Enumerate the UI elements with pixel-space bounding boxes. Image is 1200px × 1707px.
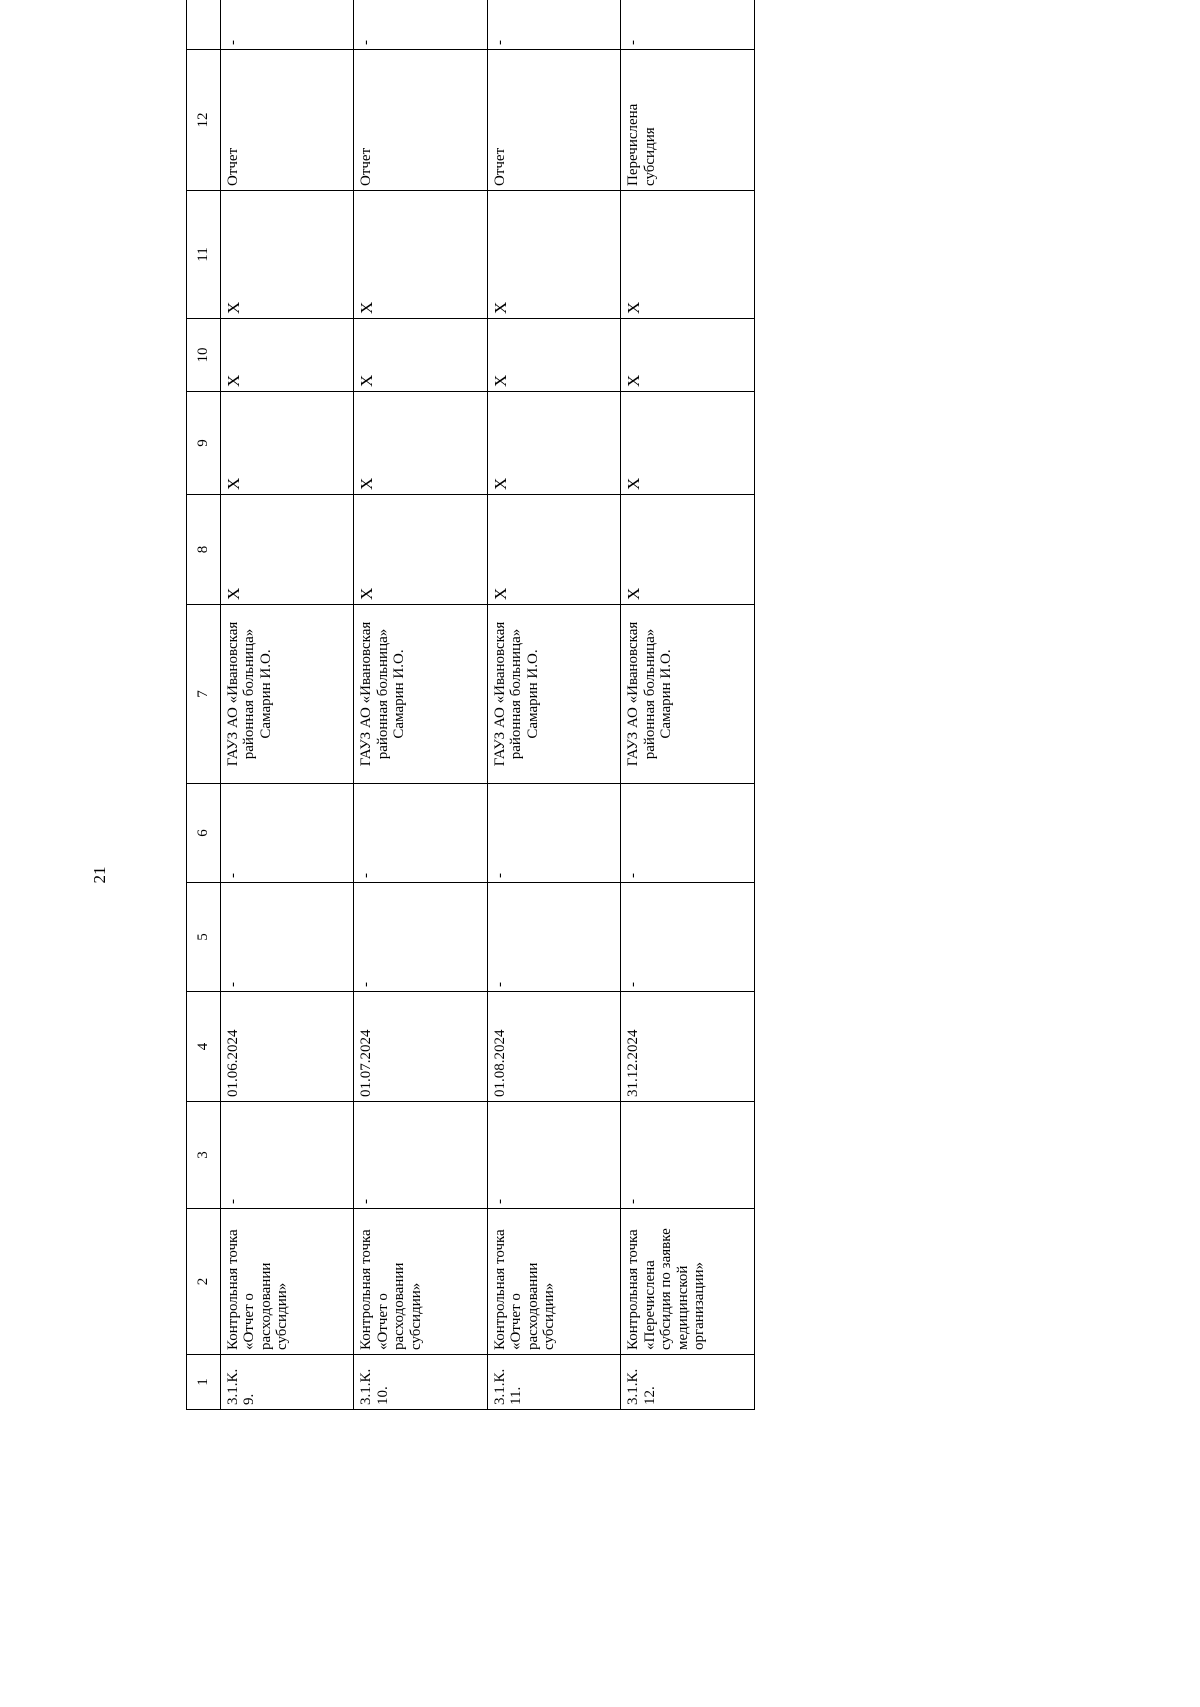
responsible-cell: ГАУЗ АО «Ивановская районная больница» Самарин И.О. <box>621 605 755 784</box>
cell-col13: - <box>487 0 621 50</box>
cell-col9: X <box>621 392 755 495</box>
cell-col9: X <box>354 392 488 495</box>
column-header: 6 <box>187 784 221 883</box>
control-points-table <box>186 0 755 1410</box>
cell-col5: - <box>220 883 354 992</box>
date-cell: 01.06.2024 <box>220 992 354 1102</box>
table-row <box>354 0 488 1410</box>
result-cell: Отчет <box>220 50 354 191</box>
column-header: 8 <box>187 495 221 605</box>
row-number: 3.1.К. 12. <box>621 1355 755 1410</box>
responsible-cell: ГАУЗ АО «Ивановская районная больница» Самарин И.О. <box>354 605 488 784</box>
cell-col13: - <box>621 0 755 50</box>
date-cell: 01.08.2024 <box>487 992 621 1102</box>
responsible-cell: ГАУЗ АО «Ивановская районная больница» Самарин И.О. <box>487 605 621 784</box>
cell-col6: - <box>621 784 755 883</box>
date-cell: 01.07.2024 <box>354 992 488 1102</box>
column-header: 12 <box>187 50 221 191</box>
cell-col8: X <box>621 495 755 605</box>
cell-col11: X <box>621 191 755 319</box>
cell-col8: X <box>354 495 488 605</box>
column-header: 9 <box>187 392 221 495</box>
column-header <box>187 0 221 50</box>
row-number: 3.1.К. 11. <box>487 1355 621 1410</box>
row-number: 3.1.К. 9. <box>220 1355 354 1410</box>
table-row <box>487 0 621 1410</box>
cell-col5: - <box>621 883 755 992</box>
cell-col9: X <box>220 392 354 495</box>
cell-col3: - <box>487 1102 621 1209</box>
column-header: 7 <box>187 605 221 784</box>
cell-col5: - <box>354 883 488 992</box>
cell-col11: X <box>220 191 354 319</box>
cell-col8: X <box>220 495 354 605</box>
control-point-name: Контрольная точка «Отчет о расходовании субсидии» <box>354 1209 488 1355</box>
column-header: 11 <box>187 191 221 319</box>
cell-col11: X <box>487 191 621 319</box>
result-cell: Отчет <box>354 50 488 191</box>
cell-col11: X <box>354 191 488 319</box>
column-header: 4 <box>187 992 221 1102</box>
cell-col5: - <box>487 883 621 992</box>
column-number-row <box>187 0 221 1410</box>
page-number: 21 <box>90 866 109 884</box>
cell-col8: X <box>487 495 621 605</box>
cell-col6: - <box>487 784 621 883</box>
table-row <box>621 0 755 1410</box>
column-header: 3 <box>187 1102 221 1209</box>
cell-col13: - <box>220 0 354 50</box>
result-cell: Отчет <box>487 50 621 191</box>
date-cell: 31.12.2024 <box>621 992 755 1102</box>
control-point-name: Контрольная точка «Перечислена субсидия по заявке медицинской организации» <box>621 1209 755 1355</box>
cell-col10: X <box>487 319 621 392</box>
responsible-cell: ГАУЗ АО «Ивановская районная больница» Самарин И.О. <box>220 605 354 784</box>
cell-col10: X <box>354 319 488 392</box>
cell-col3: - <box>621 1102 755 1209</box>
rotated-sheet <box>186 40 755 1410</box>
cell-col10: X <box>220 319 354 392</box>
cell-col13: - <box>354 0 488 50</box>
cell-col6: - <box>220 784 354 883</box>
control-point-name: Контрольная точка «Отчет о расходовании субсидии» <box>487 1209 621 1355</box>
cell-col9: X <box>487 392 621 495</box>
column-header: 2 <box>187 1209 221 1355</box>
table-row <box>220 0 354 1410</box>
column-header: 1 <box>187 1355 221 1410</box>
cell-col6: - <box>354 784 488 883</box>
row-number: 3.1.К. 10. <box>354 1355 488 1410</box>
column-header: 10 <box>187 319 221 392</box>
control-point-name: Контрольная точка «Отчет о расходовании субсидии» <box>220 1209 354 1355</box>
cell-col10: X <box>621 319 755 392</box>
column-header: 5 <box>187 883 221 992</box>
cell-col3: - <box>220 1102 354 1209</box>
cell-col3: - <box>354 1102 488 1209</box>
result-cell: Перечислена субсидия <box>621 50 755 191</box>
